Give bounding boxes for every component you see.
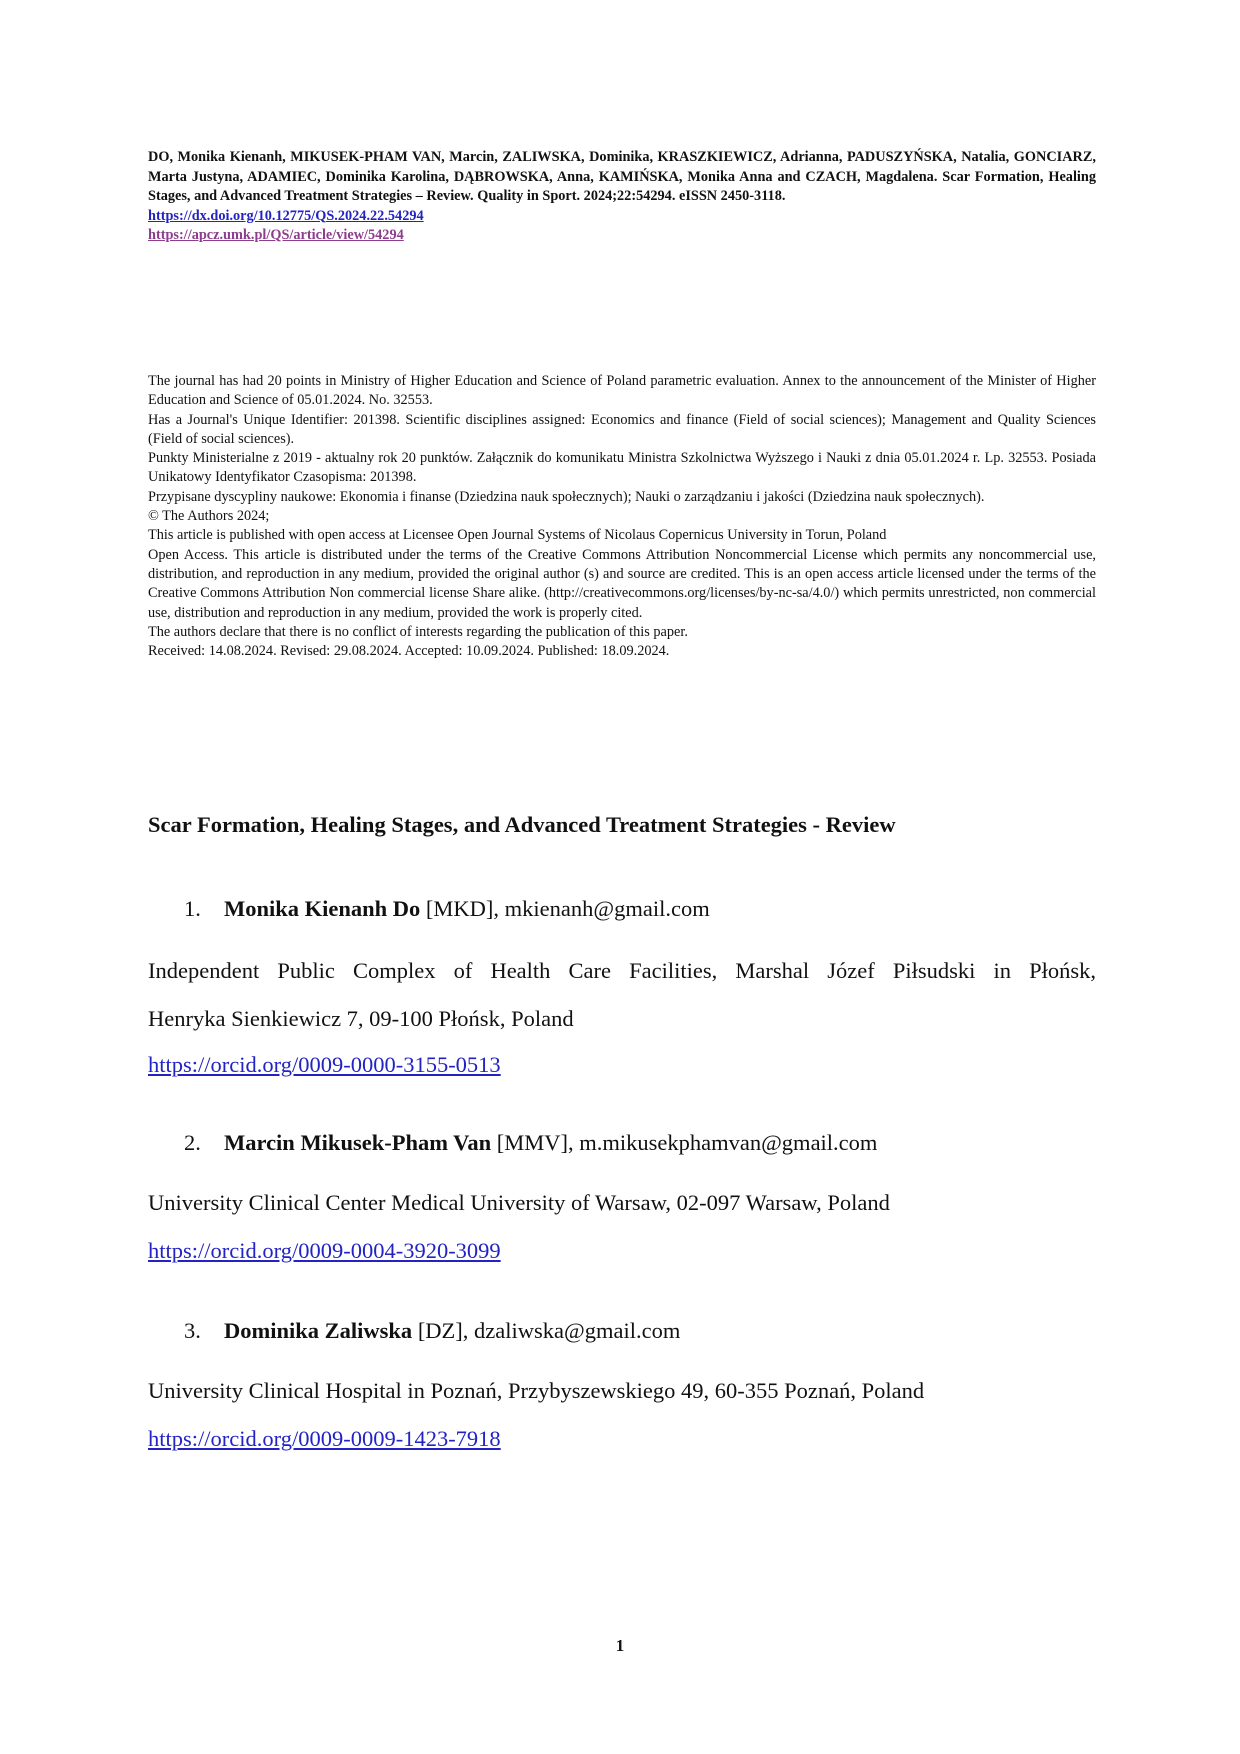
author-contact: [MMV], m.mikusekphamvan@gmail.com bbox=[491, 1130, 878, 1155]
author-affiliation: University Clinical Hospital in Poznań, Przybyszewskiego 49, 60-355 Poznań, Poland bbox=[148, 1378, 925, 1403]
citation-authors-title: DO, Monika Kienanh, MIKUSEK-PHAM VAN, Marcin, ZALIWSKA, Dominika, KRASZKIEWICZ, Adrianna, PADUSZYŃSKA, Natalia, GONCIARZ, Marta Justyna, ADAMIEC, Dominika Karolina, DĄBROWSKA, Anna, KAMIŃSKA, Monika Anna and CZACH, Magdalena. Scar Formation, Healing Stages, and Advanced Treatment Strategies – Review. bbox=[148, 149, 1096, 204]
notice-paragraph: Przypisane dyscypliny naukowe: Ekonomia i finanse (Dziedzina nauk społecznych); Nauki o zarządzaniu i jakości (Dziedzina nauk społecznych). bbox=[148, 488, 985, 505]
author-number: 3. bbox=[184, 1318, 201, 1343]
notice-paragraph: © The Authors 2024; bbox=[148, 508, 270, 525]
page-number: 1 bbox=[615, 1636, 625, 1655]
notice-paragraph: The authors declare that there is no conflict of interests regarding the publication of this paper. bbox=[148, 623, 688, 640]
journal-notice bbox=[148, 372, 1096, 661]
notice-paragraph: Received: 14.08.2024. Revised: 29.08.2024. Accepted: 10.09.2024. Published: 18.09.2024. bbox=[148, 643, 670, 660]
author-name: Monika Kienanh Do bbox=[224, 896, 421, 921]
author-affiliation-cont: Henryka Sienkiewicz 7, 09-100 Płońsk, Poland bbox=[148, 1006, 574, 1031]
author-affiliation: University Clinical Center Medical University of Warsaw, 02-097 Warsaw, Poland bbox=[148, 1190, 890, 1215]
notice-paragraph: Punkty Ministerialne z 2019 - aktualny rok 20 punktów. Załącznik do komunikatu Ministra Szkolnictwa Wyższego i Nauki z dnia 05.01.2024 r. Lp. 32553. Posiada Unikatowy Identyfikator Czasopisma: 201398. bbox=[148, 450, 1096, 486]
orcid-link[interactable]: https://orcid.org/0009-0000-3155-0513 bbox=[148, 1052, 501, 1077]
author-number: 2. bbox=[184, 1130, 201, 1155]
article-page-link[interactable]: https://apcz.umk.pl/QS/article/view/54294 bbox=[148, 227, 404, 243]
notice-paragraph: This article is published with open access at Licensee Open Journal Systems of Nicolaus Copernicus University in Torun, Poland bbox=[148, 527, 887, 544]
citation-block bbox=[148, 148, 1096, 246]
notice-paragraph: The journal has had 20 points in Ministry of Higher Education and Science of Poland parametric evaluation. Annex to the announcement of the Minister of Higher Education and Science of 05.01.2024. No. 32553. bbox=[148, 373, 1096, 409]
author-name: Dominika Zaliwska bbox=[224, 1318, 413, 1343]
author-name: Marcin Mikusek-Pham Van bbox=[224, 1130, 492, 1155]
article-title: Scar Formation, Healing Stages, and Advanced Treatment Strategies - Review bbox=[148, 812, 896, 837]
doi-link[interactable]: https://dx.doi.org/10.12775/QS.2024.22.54294 bbox=[148, 207, 424, 224]
author-affiliation: Independent Public Complex of Health Care Facilities, Marshal Józef Piłsudski in Płońsk, bbox=[148, 958, 1096, 983]
author-contact: [MKD], mkienanh@gmail.com bbox=[420, 896, 710, 921]
author-contact: [DZ], dzaliwska@gmail.com bbox=[412, 1318, 681, 1343]
notice-paragraph: Open Access. This article is distributed under the terms of the Creative Commons Attribution Noncommercial License which permits any noncommercial use, distribution, and reproduction in any medium, provided the original author (s) and source are credited. This is an open access article licensed under the terms of the Creative Commons Attribution Non commercial license Share alike. (http://creativecommons.org/licenses/by-nc-sa/4.0/) which permits unrestricted, non commercial use, distribution and reproduction in any medium, provided the work is properly cited. bbox=[148, 546, 1096, 621]
notice-paragraph: Has a Journal's Unique Identifier: 201398. Scientific disciplines assigned: Economics and finance (Field of social sciences); Management and Quality Sciences (Field of social sciences). bbox=[148, 411, 1096, 447]
orcid-link[interactable]: https://orcid.org/0009-0009-1423-7918 bbox=[148, 1426, 501, 1451]
author-number: 1. bbox=[184, 896, 201, 921]
orcid-link[interactable]: https://orcid.org/0009-0004-3920-3099 bbox=[148, 1238, 501, 1263]
citation-journal: Quality in Sport. 2024;22:54294. eISSN 2450-3118. bbox=[477, 188, 786, 204]
